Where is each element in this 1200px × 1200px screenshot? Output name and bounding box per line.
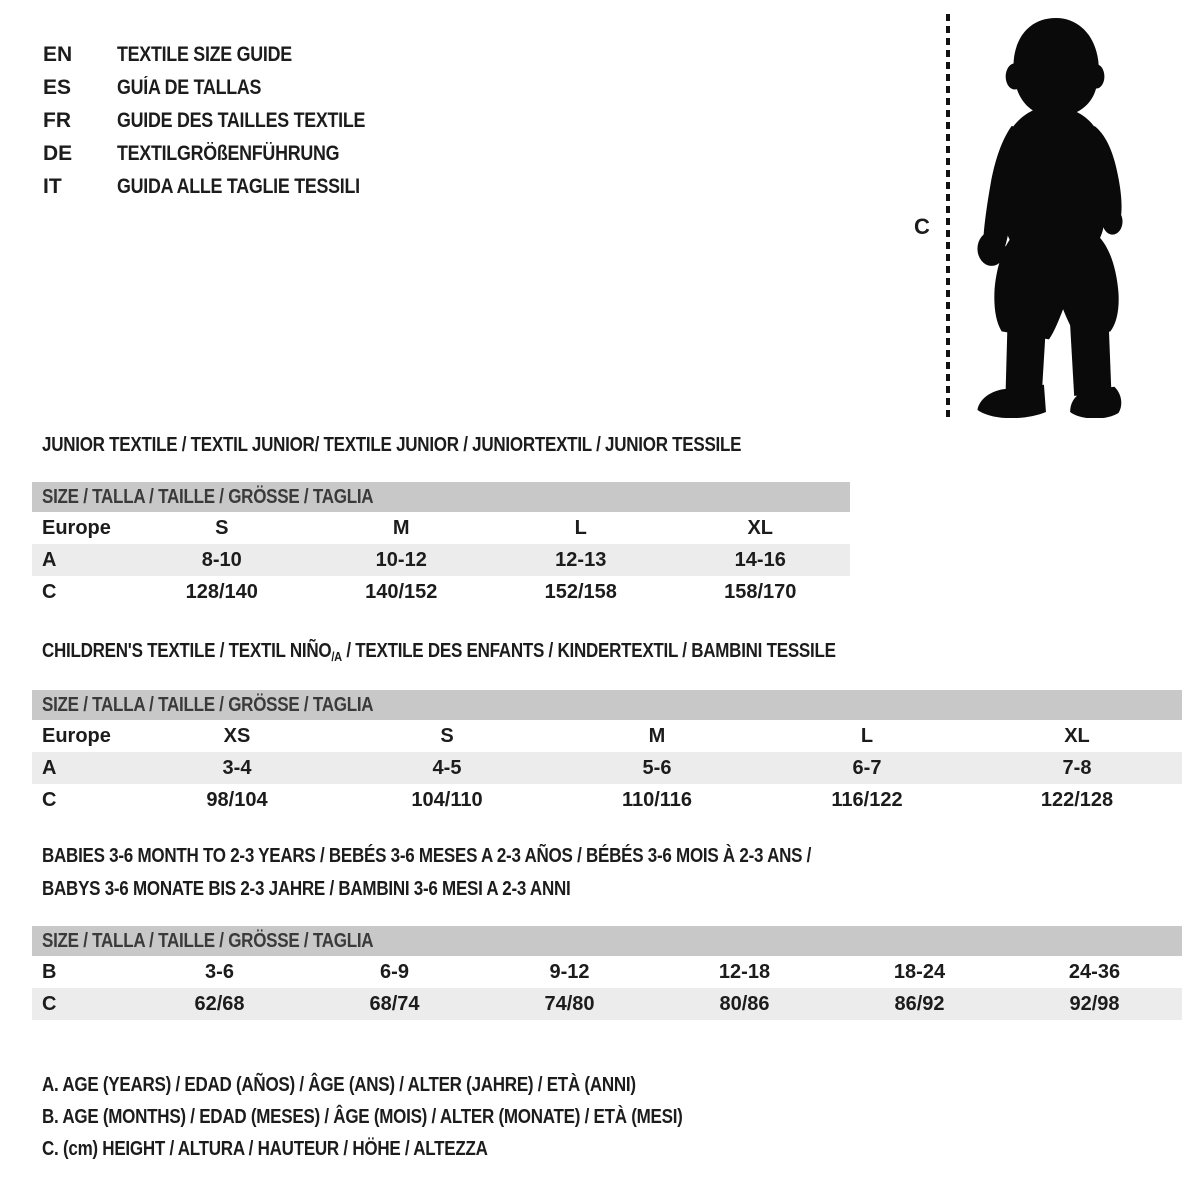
- table-row-sizes: [32, 720, 1182, 752]
- row-label: B: [42, 960, 57, 983]
- children-size-table: [32, 690, 1182, 816]
- size-cell: L: [574, 516, 587, 539]
- language-title-block: [43, 38, 409, 203]
- language-code: ES: [43, 75, 72, 99]
- size-header-bar: [32, 690, 1182, 720]
- size-cell: XS: [223, 724, 251, 747]
- months-cell: 3-6: [205, 960, 234, 983]
- size-header-bar: [32, 926, 1182, 956]
- row-label: A: [42, 756, 57, 779]
- language-code: DE: [43, 141, 73, 165]
- height-cell: 140/152: [365, 580, 438, 603]
- legend-line-height-cm: C. (cm) HEIGHT / ALTURA / HAUTEUR / HÖHE / ALTEZZA: [42, 1138, 488, 1160]
- language-row: [43, 104, 409, 137]
- row-label: C: [42, 788, 57, 811]
- row-label: C: [42, 992, 57, 1015]
- guide-title: GUÍA DE TALLAS: [117, 75, 262, 99]
- size-cell: L: [860, 724, 874, 747]
- height-cell: 122/128: [1040, 788, 1114, 811]
- age-cell: 4-5: [432, 756, 462, 779]
- language-row: [43, 71, 409, 104]
- age-cell: 3-4: [222, 756, 252, 779]
- table-row-age: [32, 544, 850, 576]
- months-cell: 9-12: [549, 960, 590, 983]
- height-measure-dashed-line: [946, 14, 950, 418]
- table-row-months: [32, 956, 1182, 988]
- row-label: A: [42, 548, 57, 571]
- language-code: IT: [43, 174, 62, 198]
- age-cell: 8-10: [201, 548, 242, 571]
- height-cell: 92/98: [1069, 992, 1120, 1015]
- legend-line-age-years: A. AGE (YEARS) / EDAD (AÑOS) / ÂGE (ANS) / ALTER (JAHRE) / ETÀ (ANNI): [42, 1074, 636, 1096]
- months-cell: 18-24: [893, 960, 946, 983]
- size-header-label: SIZE / TALLA / TAILLE / GRÖSSE / TAGLIA: [42, 485, 374, 508]
- height-cell: 158/170: [724, 580, 797, 603]
- size-header-bar: [32, 482, 850, 512]
- guide-title: TEXTILGRÖßENFÜHRUNG: [117, 141, 340, 165]
- height-cell: 128/140: [185, 580, 258, 603]
- table-row-sizes: [32, 512, 850, 544]
- size-cell: M: [392, 516, 410, 539]
- babies-section-title-line1: BABIES 3-6 MONTH TO 2-3 YEARS / BEBÉS 3-6 MESES A 2-3 AÑOS / BÉBÉS 3-6 MOIS À 2-3 ANS /: [42, 845, 812, 867]
- height-cell: 104/110: [411, 788, 483, 811]
- legend-line-age-months: B. AGE (MONTHS) / EDAD (MESES) / ÂGE (MOIS) / ALTER (MONATE) / ETÀ (MESI): [42, 1106, 683, 1128]
- age-cell: 6-7: [852, 756, 882, 779]
- table-row-height: [32, 988, 1182, 1020]
- months-cell: 12-18: [718, 960, 771, 983]
- region-label: Europe: [42, 516, 111, 539]
- height-cell: 116/122: [831, 788, 903, 811]
- height-cell: 152/158: [544, 580, 617, 603]
- height-measure-label: C: [914, 214, 930, 239]
- height-cell: 68/74: [369, 992, 420, 1015]
- language-code: EN: [43, 42, 73, 66]
- height-cell: 86/92: [894, 992, 945, 1015]
- height-cell: 98/104: [206, 788, 268, 811]
- guide-title: TEXTILE SIZE GUIDE: [117, 42, 292, 66]
- babies-section-title-line2: BABYS 3-6 MONATE BIS 2-3 JAHRE / BAMBINI 3-6 MESI A 2-3 ANNI: [42, 878, 571, 900]
- height-cell: 110/116: [621, 788, 693, 811]
- region-label: Europe: [42, 724, 111, 747]
- table-row-height: [32, 576, 850, 608]
- babies-size-table: [32, 926, 1182, 1020]
- language-row: [43, 170, 409, 203]
- size-header-label: SIZE / TALLA / TAILLE / GRÖSSE / TAGLIA: [42, 693, 374, 716]
- age-cell: 10-12: [375, 548, 427, 571]
- size-cell: S: [440, 724, 454, 747]
- size-header-label: SIZE / TALLA / TAILLE / GRÖSSE / TAGLIA: [42, 929, 374, 952]
- table-row-age: [32, 752, 1182, 784]
- height-cell: 74/80: [544, 992, 595, 1015]
- size-cell: XL: [1064, 724, 1090, 747]
- language-row: [43, 38, 409, 71]
- junior-size-table: [32, 482, 850, 608]
- guide-title: GUIDA ALLE TAGLIE TESSILI: [117, 174, 360, 198]
- language-row: [43, 137, 409, 170]
- junior-section-title: JUNIOR TEXTILE / TEXTIL JUNIOR/ TEXTILE JUNIOR / JUNIORTEXTIL / JUNIOR TESSILE: [42, 434, 742, 456]
- height-cell: 62/68: [194, 992, 245, 1015]
- age-cell: 14-16: [734, 548, 786, 571]
- age-cell: 12-13: [555, 548, 607, 571]
- children-section-title: CHILDREN'S TEXTILE / TEXTIL $NIÑO_{/A}$ / TEXTILE DES ENFANTS / KINDERTEXTIL / BAMBINI TESSILE: [42, 640, 836, 664]
- size-cell: S: [215, 516, 229, 539]
- table-row-height: [32, 784, 1182, 816]
- size-cell: M: [648, 724, 666, 747]
- size-cell: XL: [747, 516, 774, 539]
- age-cell: 7-8: [1062, 756, 1092, 779]
- age-cell: 5-6: [642, 756, 672, 779]
- guide-title: GUIDE DES TAILLES TEXTILE: [117, 108, 366, 132]
- toddler-silhouette-icon: [965, 15, 1137, 418]
- row-label: C: [42, 580, 57, 603]
- legend-block: [42, 1074, 796, 1170]
- language-code: FR: [43, 108, 71, 132]
- months-cell: 6-9: [380, 960, 409, 983]
- months-cell: 24-36: [1068, 960, 1121, 983]
- height-cell: 80/86: [719, 992, 770, 1015]
